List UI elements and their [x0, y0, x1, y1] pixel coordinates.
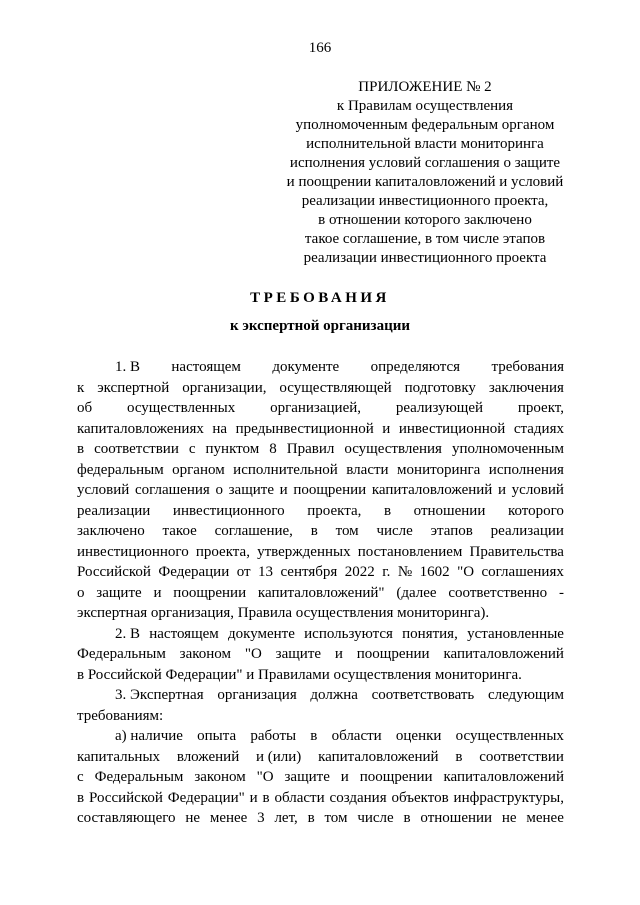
body-word: к — [77, 379, 85, 396]
body-word: организация — [217, 687, 297, 703]
body-word: в — [262, 789, 270, 806]
body-word: заключения — [488, 379, 564, 396]
body-word: утвержденных — [257, 543, 351, 560]
body-word: и — [153, 584, 162, 601]
body-word: работы — [250, 728, 297, 744]
body-word: 8 — [269, 441, 277, 457]
body-word: организацией, — [270, 400, 361, 416]
body-word: соответствии — [94, 441, 179, 457]
appendix-line: исполнительной власти мониторинга — [306, 136, 544, 152]
body-word: капиталовложениях — [77, 420, 204, 437]
appendix-line: реализации инвестиционного проекта, — [301, 193, 549, 209]
body-word: объектов — [391, 789, 449, 806]
body-line — [77, 644, 564, 665]
body-word: поощрении — [359, 769, 433, 785]
body-line — [77, 480, 564, 501]
body-word: настоящем — [171, 359, 241, 375]
body-word: защите — [284, 769, 330, 785]
body-line — [77, 439, 564, 460]
body-word: которого — [507, 502, 564, 519]
body-word: Правительства — [469, 543, 564, 560]
body-word: том — [324, 810, 348, 826]
body-word: и — [382, 420, 391, 437]
body-word: реализации — [77, 502, 151, 519]
body-word: капиталовложений" — [257, 584, 385, 601]
body-word: об — [77, 400, 93, 416]
body-word: в — [403, 810, 411, 826]
body-word: уполномоченным — [451, 441, 564, 457]
body-word: постановлением — [357, 543, 463, 560]
body-line — [77, 542, 564, 563]
body-word: реализующей — [395, 400, 484, 416]
body-word: условий — [511, 482, 564, 498]
body-word: отношении — [413, 502, 486, 519]
body-line — [77, 562, 564, 583]
body-word: мониторинга — [397, 461, 481, 478]
appendix-line: исполнения условий соглашения о защите — [289, 155, 561, 171]
body-word: этапов — [430, 523, 473, 539]
body-word: капиталовложений — [443, 769, 564, 785]
body-word: с — [77, 769, 84, 785]
body-word: 3. Экспертная — [115, 687, 204, 703]
document-title: ТРЕБОВАНИЯ — [250, 290, 390, 306]
body-word: "О — [457, 564, 475, 580]
body-word: 2. В — [115, 625, 141, 642]
body-word: документе — [272, 359, 340, 375]
body-word: 1602 — [419, 564, 450, 580]
body-word: и — [279, 482, 288, 498]
body-word: 13 — [258, 564, 273, 580]
body-word: области — [274, 789, 325, 806]
body-word: в — [383, 502, 392, 519]
body-word: соглашение, — [214, 523, 293, 539]
body-word: установленные — [467, 625, 564, 642]
body-line — [77, 501, 564, 522]
body-word: и — [334, 646, 343, 662]
body-word: Федеральным — [77, 646, 166, 662]
body-word: Федерации — [158, 564, 230, 580]
body-word: - — [558, 584, 564, 601]
body-word: осуществленных — [455, 728, 564, 744]
body-line — [77, 767, 564, 788]
body-line — [77, 398, 564, 419]
body-word: отношении — [420, 810, 493, 826]
body-word: и — [249, 789, 258, 806]
body-word: поощрении — [173, 584, 247, 601]
body-word: числе — [357, 810, 394, 826]
body-word: федеральным — [77, 461, 164, 478]
body-word: используются — [304, 625, 393, 642]
document-subtitle: к экспертной организации — [229, 318, 411, 334]
body-word: с — [188, 441, 196, 457]
body-word: поощрении — [356, 646, 430, 662]
body-word: должна — [310, 687, 358, 703]
body-word: защите — [96, 584, 142, 601]
body-word: в — [455, 748, 463, 765]
body-word: поощрении — [293, 482, 367, 498]
body-word: требованиям: — [77, 707, 164, 724]
body-word: Правил — [286, 441, 335, 457]
body-word: проекта, — [195, 543, 250, 560]
body-word: инфраструктуры, — [453, 789, 564, 806]
body-line — [77, 808, 564, 829]
body-word: № — [397, 564, 413, 580]
body-line — [77, 706, 564, 727]
body-word: менее — [526, 810, 564, 826]
appendix-line: в отношении которого заключено — [318, 212, 532, 228]
body-word: капиталовложений — [443, 646, 564, 662]
body-word: законом — [194, 769, 246, 785]
body-line — [77, 788, 564, 809]
body-word: капитальных — [77, 748, 161, 765]
body-word: сентября — [280, 564, 338, 580]
body-word: и — [497, 482, 506, 498]
body-word: соответствовать — [371, 687, 475, 703]
body-word: осуществляющей — [279, 379, 392, 396]
body-word: документе — [228, 625, 295, 642]
body-word: реализации — [490, 523, 564, 539]
body-word: стадиях — [513, 420, 564, 437]
appendix-line: к Правилам осуществления — [336, 98, 514, 114]
body-word: инвестиционного — [172, 502, 285, 519]
body-line — [77, 378, 564, 399]
body-word: не — [185, 810, 201, 826]
body-word: на — [212, 420, 228, 437]
body-word: в — [307, 810, 315, 826]
body-word: соответственно — [448, 584, 548, 601]
body-word: организации, — [182, 379, 267, 396]
appendix-line: реализации инвестиционного проекта — [303, 250, 547, 266]
body-word: следующим — [487, 687, 564, 703]
body-word: предынвестиционной — [235, 420, 374, 437]
body-word: в — [77, 789, 85, 806]
body-line — [77, 665, 564, 686]
appendix-line: уполномоченным федеральным органом — [295, 117, 555, 133]
body-word: исполнительной — [233, 461, 338, 478]
body-word: условий — [77, 482, 130, 498]
body-word: числе — [376, 523, 413, 539]
body-word: защите — [228, 482, 274, 498]
body-word: капиталовложений — [318, 748, 439, 765]
body-word: а) наличие — [115, 728, 183, 744]
body-word: от — [236, 564, 251, 580]
body-word: "О — [256, 769, 274, 785]
body-word: настоящем — [149, 625, 219, 642]
body-word: в — [310, 728, 318, 744]
body-word: осуществленных — [126, 400, 236, 416]
body-line — [77, 419, 564, 440]
body-word: подготовку — [404, 379, 476, 396]
body-line — [77, 583, 564, 604]
body-word: законом — [179, 646, 232, 662]
body-word: в Российской Федерации" и Правилами осуществления мониторинга. — [77, 666, 522, 683]
body-word: 3 — [257, 810, 265, 826]
body-word: (далее — [396, 584, 437, 601]
body-word: том — [335, 523, 359, 539]
body-word: инвестиционного — [77, 543, 189, 560]
body-word: 1. В — [115, 359, 141, 375]
body-word: исполнения — [488, 461, 564, 478]
body-word: такое — [162, 523, 197, 539]
document-body — [77, 357, 564, 829]
body-word: экспертной — [97, 379, 170, 396]
body-word: области — [331, 728, 382, 744]
page-number: 166 — [308, 40, 332, 56]
body-word: осуществления — [344, 441, 442, 457]
body-word: и (или) — [255, 748, 302, 765]
body-word: проекта, — [307, 502, 362, 519]
appendix-line: и поощрении капиталовложений и условий — [286, 174, 564, 190]
body-line — [77, 357, 564, 378]
body-word: заключено — [77, 523, 145, 539]
body-word: "О — [244, 646, 262, 662]
body-line — [77, 521, 564, 542]
body-line — [77, 726, 564, 747]
appendix-line: ПРИЛОЖЕНИЕ № 2 — [358, 79, 492, 95]
body-word: пунктом — [205, 441, 260, 457]
body-word: оценки — [395, 728, 442, 744]
body-word: инвестиционной — [398, 420, 506, 437]
body-word: соответствии — [479, 748, 564, 765]
body-word: соглашения — [134, 482, 210, 498]
body-word: Российской — [77, 564, 151, 580]
body-word: определяются — [370, 359, 461, 375]
body-word: лет, — [274, 810, 298, 826]
body-line — [77, 624, 564, 645]
body-line — [77, 747, 564, 768]
body-word: органом — [172, 461, 225, 478]
body-word: г. — [382, 564, 391, 580]
body-line — [77, 460, 564, 481]
body-word: Федеральным — [94, 769, 184, 785]
body-line — [77, 603, 564, 624]
body-word: в — [77, 441, 85, 457]
body-word: менее — [209, 810, 248, 826]
body-word: не — [501, 810, 517, 826]
body-word: соглашениях — [481, 564, 564, 580]
body-word: составляющего — [77, 810, 176, 826]
appendix-header — [260, 78, 590, 268]
body-word: требования — [491, 359, 564, 375]
body-word: вложений — [176, 748, 240, 765]
body-word: капиталовложений — [371, 482, 493, 498]
body-word: понятия, — [402, 625, 458, 642]
body-word: Российской — [88, 789, 163, 806]
body-word: о — [215, 482, 223, 498]
body-word: создания — [329, 789, 387, 806]
body-word: и — [340, 769, 349, 785]
body-word: 2022 — [344, 564, 375, 580]
appendix-line: такое соглашение, в том числе этапов — [304, 231, 546, 247]
body-word: экспертная организация, Правила осуществления мониторинга). — [77, 605, 490, 621]
body-word: опыта — [197, 728, 237, 744]
body-line — [77, 685, 564, 706]
body-word: проект, — [517, 400, 564, 416]
body-word: в — [310, 523, 318, 539]
body-word: о — [77, 584, 85, 601]
body-word: Федерации" — [167, 789, 245, 806]
body-word: защите — [275, 646, 322, 662]
body-word: власти — [346, 461, 389, 478]
